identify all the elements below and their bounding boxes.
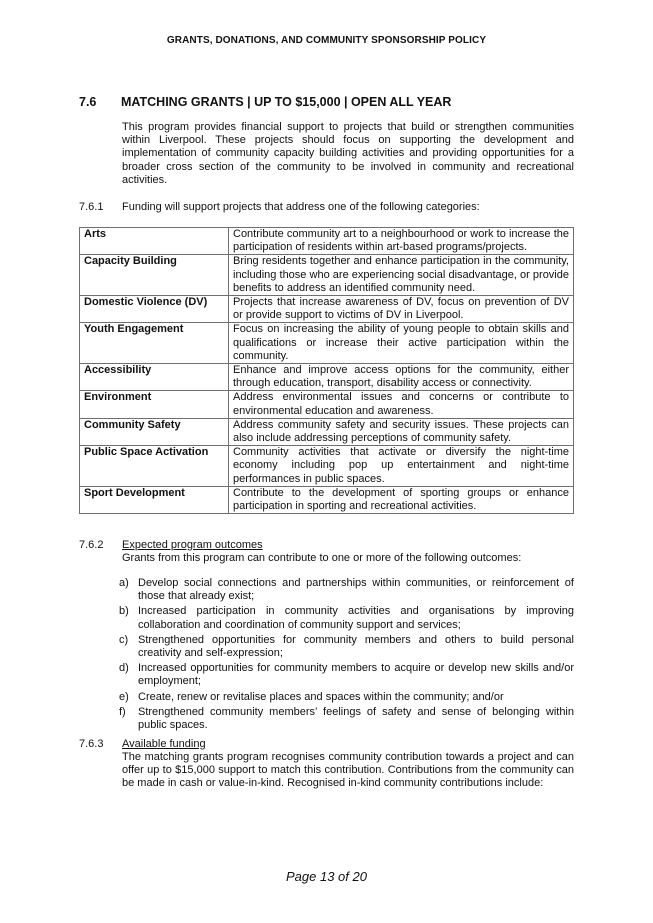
document-header: GRANTS, DONATIONS, AND COMMUNITY SPONSORSHIP POLICY <box>166 35 487 46</box>
section-title: MATCHING GRANTS | UP TO $15,000 | OPEN ALL YEAR <box>121 95 452 109</box>
list-item-text: Create, renew or revitalise places and spaces within the community; and/or <box>138 690 504 703</box>
section-intro: This program provides financial support to projects that build or strengthen communities within Liverpool. These projects should focus on supporting the development and implementation of community capacity building activities and providing opportunities for a broader cross section of the community to be involved in community and recreational activities. <box>122 121 574 186</box>
category-name: Community Safety <box>80 418 229 445</box>
category-name: Arts <box>80 228 229 255</box>
subsection-7-6-3 <box>79 738 206 751</box>
category-description: Bring residents together and enhance participation in the community, including those who are experiencing social disadvantage, or provide benefits to address an identified community need. <box>229 255 574 296</box>
subsection-number: 7.6.3 <box>79 738 104 750</box>
list-marker: e) <box>119 690 129 703</box>
list-item <box>79 634 574 660</box>
category-name: Environment <box>80 391 229 418</box>
category-description: Projects that increase awareness of DV, focus on prevention of DV or provide support to victims of DV in Liverpool. <box>229 296 574 323</box>
category-name: Youth Engagement <box>80 323 229 364</box>
list-marker: c) <box>119 633 129 646</box>
table-row <box>80 323 574 364</box>
list-item <box>79 691 574 704</box>
categories-table <box>79 227 574 514</box>
category-name: Sport Development <box>80 486 229 513</box>
subsection-text: Funding will support projects that address one of the following categories: <box>122 201 480 213</box>
list-item <box>79 605 574 631</box>
list-marker: a) <box>119 577 129 589</box>
subsection-number: 7.6.1 <box>79 201 104 213</box>
table-row <box>80 364 574 391</box>
section-number: 7.6 <box>79 95 97 109</box>
list-item <box>79 577 574 603</box>
table-row <box>80 255 574 296</box>
list-item <box>79 706 574 732</box>
category-description: Focus on increasing the ability of young people to obtain skills and qualifications or increase their active participation within the community. <box>229 323 574 364</box>
list-item <box>79 662 574 688</box>
section-heading <box>79 95 451 109</box>
category-description: Address community safety and security issues. These projects can also include addressing perceptions of community safety. <box>229 418 574 445</box>
table-row <box>80 228 574 255</box>
table-row <box>80 486 574 513</box>
category-description: Enhance and improve access options for the community, either through education, transport, disability access or connectivity. <box>229 364 574 391</box>
table-row <box>80 418 574 445</box>
subsection-label: Expected program outcomes <box>122 539 263 551</box>
category-name: Capacity Building <box>80 255 229 296</box>
category-name: Public Space Activation <box>80 446 229 487</box>
list-item-text: Strengthened opportunities for community members and others to build personal creativity and self-expression; <box>138 633 574 660</box>
list-marker: b) <box>119 605 129 618</box>
subsection-label: Available funding <box>122 738 206 750</box>
subsection-text: Grants from this program can contribute to one or more of the following outcomes: <box>122 552 522 564</box>
category-description: Contribute to the development of sporting groups or enhance participation in sporting and recreational activities. <box>229 486 574 513</box>
table-row <box>80 296 574 323</box>
category-name: Domestic Violence (DV) <box>80 296 229 323</box>
category-description: Community activities that activate or diversify the night-time economy including pop up entertainment and night-time performances in public spaces. <box>229 446 574 487</box>
subsection-7-6-2 <box>79 539 263 552</box>
subsection-7-6-1 <box>79 201 480 214</box>
category-description: Contribute community art to a neighbourhood or work to increase the participation of residents within art-based programs/projects. <box>229 228 574 255</box>
list-item-text: Strengthened community members’ feelings of safety and sense of belonging within public spaces. <box>138 705 574 732</box>
table-row <box>80 446 574 487</box>
category-name: Accessibility <box>80 364 229 391</box>
category-description: Address environmental issues and concerns or contribute to environmental education and awareness. <box>229 391 574 418</box>
subsection-number: 7.6.2 <box>79 539 104 551</box>
list-item-text: Increased participation in community activities and organisations by improving collaboration and coordination of community support and services; <box>138 605 574 631</box>
list-marker: d) <box>119 662 129 675</box>
subsection-text: The matching grants program recognises community contribution towards a project and can offer up to $15,000 support to match this contribution. Contributions from the community can be made in cash or value-in-kind. Recognised in-kind community contributions include: <box>122 751 574 790</box>
table-row <box>80 391 574 418</box>
list-marker: f) <box>119 705 126 718</box>
page-number: Page 13 of 20 <box>286 869 367 884</box>
list-item-text: Develop social connections and partnerships within communities, or reinforcement of those that already exist; <box>138 577 574 603</box>
outcomes-list <box>79 577 574 734</box>
list-item-text: Increased opportunities for community members to acquire or develop new skills and/or employment; <box>138 662 574 688</box>
